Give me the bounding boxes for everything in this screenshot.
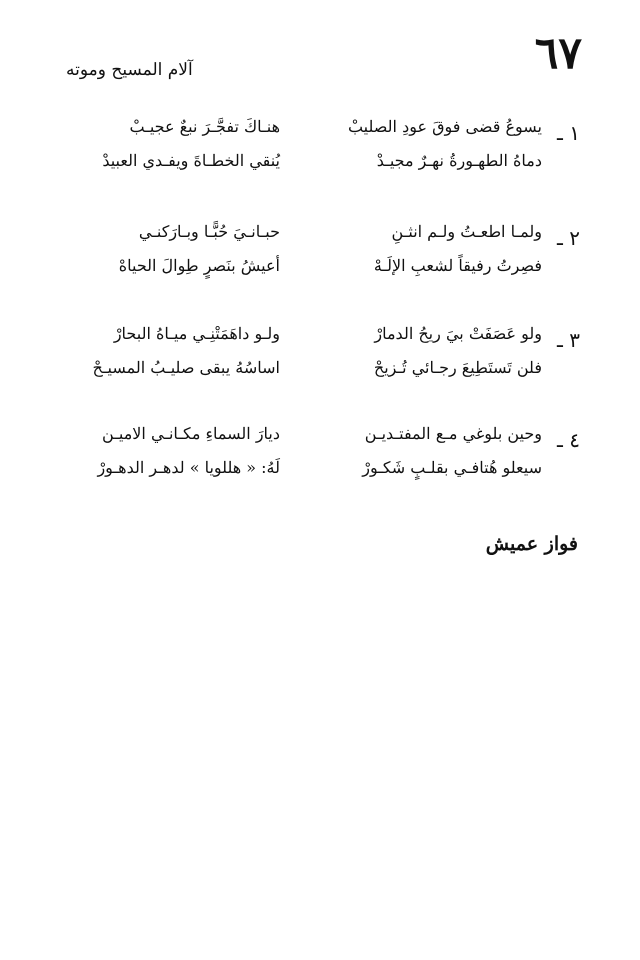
stanza-1 — [62, 117, 580, 187]
verse-right-hemistich: ولمـا اطعـتُ ولـم انثـنِ — [391, 222, 542, 241]
verse-line — [62, 324, 580, 356]
stanza-3 — [62, 324, 580, 394]
verse-right-hemistich: يسوعُ قضى فوقَ عودِ الصليبْ — [347, 117, 542, 136]
verse-line — [62, 458, 580, 490]
verse-left-hemistich: لَهُ: « هللويا » لدهـر الدهـورْ — [97, 458, 280, 477]
verse-line — [62, 151, 580, 183]
verse-line — [62, 117, 580, 149]
verse-right-hemistich: وحين بلوغي مـع المفتـديـن — [364, 424, 542, 443]
stanza-number: ٤ ـ — [557, 428, 580, 452]
verse-left-hemistich: هنـاكَ تفجَّـرَ نبعٌ عجيـبْ — [129, 117, 280, 136]
author-signature: فواز عميش — [485, 533, 578, 555]
verse-left-hemistich: ولـو داهَمَتْنِـي ميـاهُ البحارْ — [113, 324, 280, 343]
stanza-number: ٣ ـ — [557, 328, 580, 352]
running-title: آلام المسيح وموته — [66, 60, 193, 80]
verse-left-hemistich: أعيشُ بنَصرٍ طِوالَ الحياهْ — [118, 256, 280, 275]
verse-left-hemistich: ديارَ السماءِ مكـانـي الاميـن — [102, 424, 280, 443]
verse-line — [62, 256, 580, 288]
stanza-number: ٢ ـ — [557, 226, 580, 250]
verse-left-hemistich: حبـانـيَ حُبًّـا وبـارَكنـي — [138, 222, 280, 241]
verse-line — [62, 358, 580, 390]
verse-right-hemistich: دماهُ الطهـورةُ نهـرٌ مجيـدْ — [376, 151, 542, 170]
verse-left-hemistich: اساسُهُ يبقى صليـبُ المسيـحْ — [92, 358, 280, 377]
page-number: ٦٧ — [534, 28, 582, 79]
verse-line — [62, 424, 580, 456]
verse-left-hemistich: يُنقي الخطـاةَ ويفـدي العبيدْ — [102, 151, 280, 170]
verse-right-hemistich: سيعلو هُتافـي بقلـبٍ شَكـورْ — [362, 458, 542, 477]
stanza-2 — [62, 222, 580, 292]
verse-right-hemistich: ولو عَصَفَتْ بيَ ريحُ الدمارْ — [374, 324, 542, 343]
stanza-4 — [62, 424, 580, 494]
stanza-number: ١ ـ — [557, 121, 580, 145]
verse-line — [62, 222, 580, 254]
verse-right-hemistich: فلن تَستَطِيعَ رجـائي تُـزيحْ — [373, 358, 542, 377]
verse-right-hemistich: فصِرتُ رفيقاً لشعبِ الإلَـهْ — [373, 256, 542, 275]
